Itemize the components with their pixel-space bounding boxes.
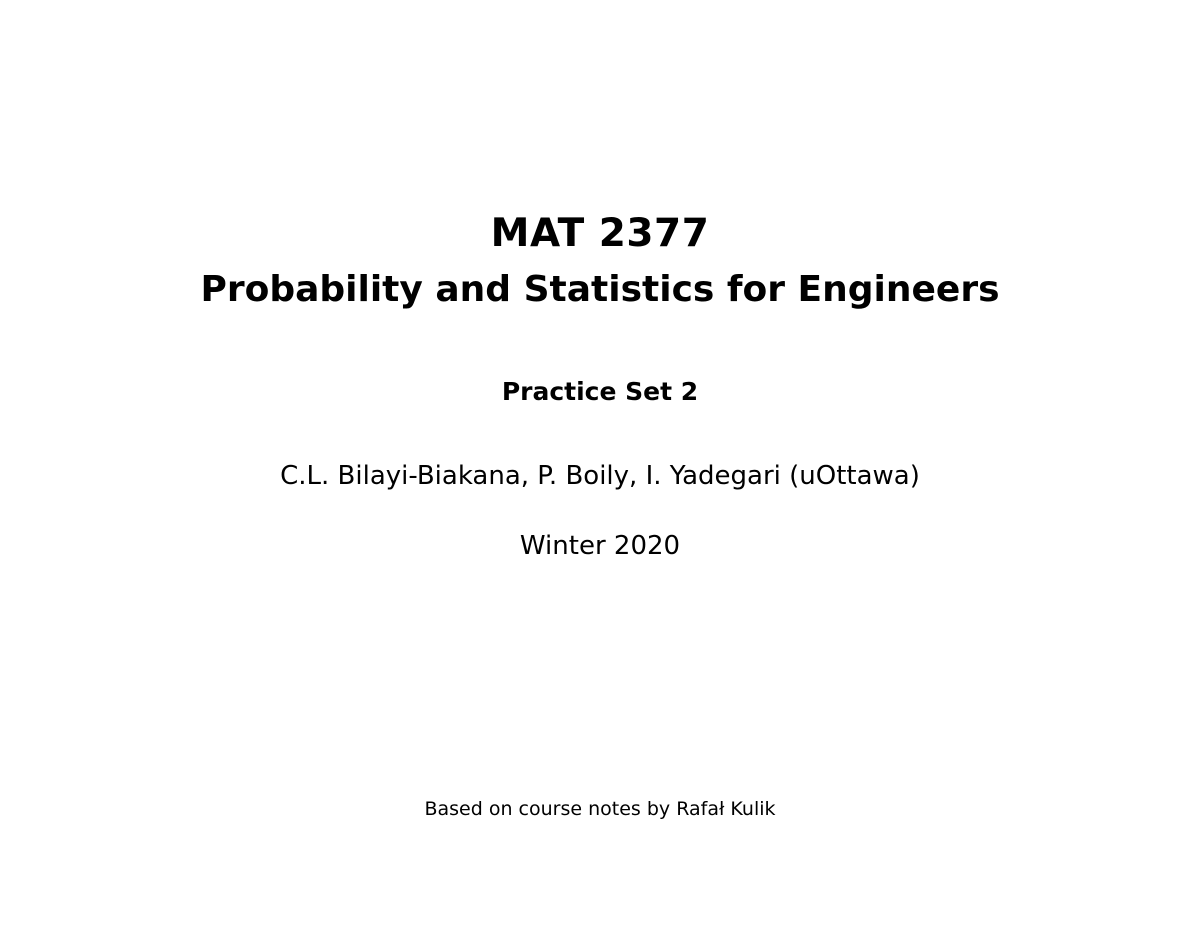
credit-note: Based on course notes by Rafał Kulik: [424, 798, 776, 820]
course-code: MAT 2377: [490, 211, 710, 256]
authors: C.L. Bilayi-Biakana, P. Boily, I. Yadegari (uOttawa): [280, 461, 920, 491]
term: Winter 2020: [519, 531, 681, 561]
course-title: Probability and Statistics for Engineers: [200, 269, 1000, 310]
practice-set-name: Practice Set 2: [501, 377, 699, 406]
